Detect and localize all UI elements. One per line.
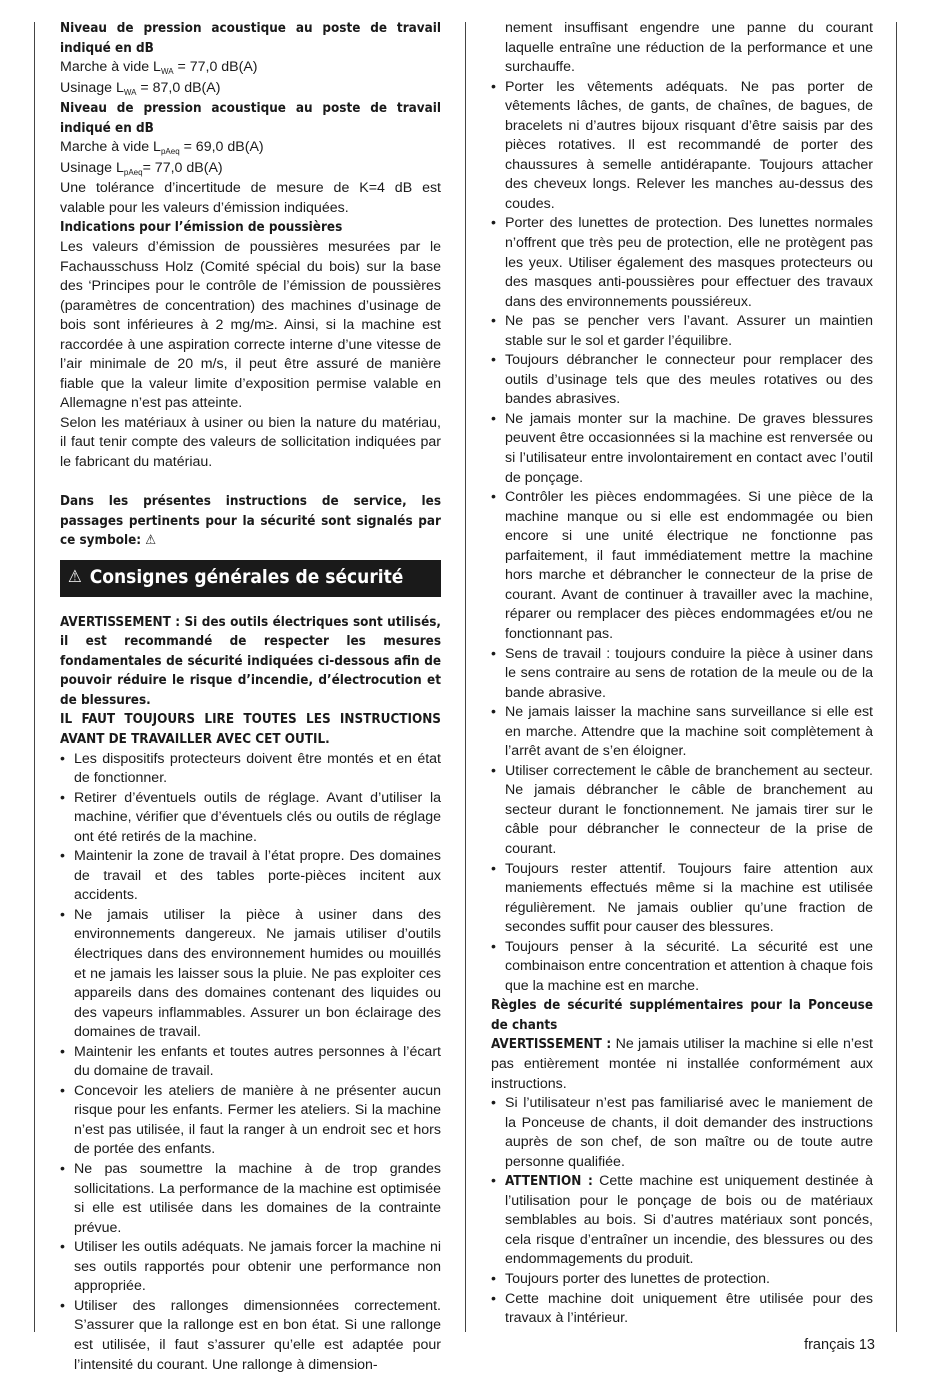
list-item: • Cette machine doit uniquement être utilisée pour des travaux à l’intérieur. [491, 1290, 873, 1329]
list-item: • Maintenir les enfants et toutes autres personnes à l’écart du domaine de travail. [60, 1043, 441, 1082]
list-item: • Retirer d’éventuels outils de réglage. Avant d’utiliser la machine, vérifier que d’éventuels clés ou outils de réglage ont été retirés de la machine. [60, 789, 441, 848]
list-item: • Toujours rester attentif. Toujours faire attention aux maniements effectués même si la machine est utilisée régulièrement. Ne jamais oublier qu’une fraction de secondes suffit pour causer des blessures. [491, 860, 873, 938]
idle-pressure-value: Marche à vide $L_{pAeq} = 69,0$ dB(A) [60, 139, 264, 157]
list-item: • ATTENTION : Cette machine est uniquement destinée à l’utilisation pour le ponçage de bois ou de matériaux semblables au bois. Si d’autres matériaux sont poncés, cela risque d’entraîner un incendie, des blessures ou des endommagements du produit. [491, 1172, 873, 1270]
sound-pressure-heading-2: Niveau de pression acoustique au poste de travail indiqué en dB [60, 101, 441, 136]
left-margin-rule [34, 22, 35, 1332]
list-item: • Ne pas soumettre la machine à de trop grandes sollicitations. La performance de la machine est optimisée si elle est utilisée dans les domaines de la contrainte prévue. [60, 1160, 441, 1238]
list-item: • Si l’utilisateur n’est pas familiarisé avec le maniement de la Ponceuse de chants, il doit demander des instructions auprès de son chef, de son maître ou de toute autre personne qualifiée. [491, 1094, 873, 1172]
right-margin-rule [896, 22, 897, 1332]
idle-sound-value: Marche à vide $L_{WA} = 77,0$ dB(A) [60, 59, 258, 77]
list-item: • Utiliser correctement le câble de branchement au secteur. Ne jamais débrancher le câble de branchement au secteur durant le fonctionnement. Ne jamais tirer sur le câble pour débrancher le connecteur de la prise de courant. [491, 762, 873, 860]
list-item: • Les dispositifs protecteurs doivent être montés et en état de fonctionner. [60, 750, 441, 789]
left-safety-list [60, 750, 441, 1376]
machining-pressure-value: Usinage $L_{pAeq}= 77,0$ dB(A) [60, 159, 223, 177]
attention-label: ATTENTION : [505, 1174, 593, 1190]
continuation-text: nement insuffisant engendre une panne du courant laquelle entraîne une réduction de la performance et une surchauffe. [505, 20, 873, 76]
list-item: • Porter les vêtements adéquats. Ne pas porter de vêtements lâches, de gants, de chaînes, de bagues, de bracelets ni d’autres bijoux risquant d’être saisis par des pièces rotatives. Il est recommandé de porter des chaussures à semelle antidérapante. Toujours attacher des cheveux longs. Relever les manches au-dessus des coudes. [491, 78, 873, 215]
dust-emission-heading: Indications pour l’émission de poussières [60, 220, 343, 236]
right-column [491, 19, 873, 1329]
list-item: • Ne jamais utiliser la pièce à usiner dans des environnements dangereux. Ne jamais utiliser d’outils électriques dans des environnement humides ou mouillés et ne jamais les laisser sous la pluie. Ne pas exploiter ces appareils dans des domaines contenant des liquides ou des vapeurs inflammables. Assurer un bon éclairage des domaines de travail. [60, 906, 441, 1043]
column-divider-rule [465, 22, 466, 1332]
list-item: • Utiliser des rallonges dimensionnées correctement. S’assurer que la rallonge est en bon état. Si une rallonge est utilisée, il faut s’assurer qu’elle est adaptée pour l’intensité du courant. Une rallonge à dimension- [60, 1297, 441, 1375]
safety-symbol-note: Dans les présentes instructions de service, les passages pertinents pour la sécurité sont signalés par ce symbole: ⚠ [60, 494, 441, 549]
list-item: • Toujours penser à la sécurité. La sécurité est une combinaison entre concentration et attention à chaque fois que la machine est en marche. [491, 938, 873, 997]
list-item: • Ne jamais monter sur la machine. De graves blessures peuvent être occasionnées si la machine est renversée ou si l’utilisateur entre involontairement en contact avec l’outil de ponçage. [491, 410, 873, 488]
list-item: • Ne pas se pencher vers l’avant. Assurer un maintien stable sur le sol et garder l’équilibre. [491, 312, 873, 351]
list-item: • Concevoir les ateliers de manière à ne présenter aucun risque pour les enfants. Fermer les ateliers. Si la machine n’est pas utilisée, il faut la ranger à un endroit sec et hors de portée des enfants. [60, 1082, 441, 1160]
section-title: Consignes générales de sécurité [89, 566, 404, 589]
materials-text: Selon les matériaux à usiner ou bien la nature du matériau, il faut tenir compte des valeurs de sollicitation indiquées par le fabricant du matériau. [60, 414, 441, 471]
page-number: 13 [858, 1337, 875, 1353]
footer-language: français [804, 1337, 855, 1353]
tolerance-text: Une tolérance d’incertitude de mesure de K=4 dB est valable pour les valeurs d’émission indiquées. [60, 180, 441, 216]
additional-rules-heading: Règles de sécurité supplémentaires pour la Ponceuse de chants [491, 998, 873, 1033]
page-footer [804, 1337, 875, 1353]
list-item: • Utiliser les outils adéquats. Ne jamais forcer la machine ni ses outils rapportés pour obtenir une performance non appropriée. [60, 1238, 441, 1297]
list-item: • Toujours débrancher le connecteur pour remplacer des outils d’usinage tels que des meules rotatives ou des bandes abrasives. [491, 351, 873, 410]
list-item: • Porter des lunettes de protection. Des lunettes normales n’offrent que très peu de protection, elle ne protègent pas les yeux. Utiliser également des masques protecteurs ou des masques anti-poussières pour effectuer des travaux dans des environnements poussiéreux. [491, 214, 873, 312]
warning-triangle-icon: ⚠ [68, 567, 82, 588]
sound-pressure-heading-1: Niveau de pression acoustique au poste de travail indiqué en dB [60, 21, 441, 56]
dust-emission-text: Les valeurs d’émission de poussières mesurées par le Fachausschuss Holz (Comité spécial du bois) sur la base des ‘Principes pour le contrôle de l’émission de poussières (paramètres de concentration) des machines d’usinage de bois sont inférieures à 2 mg/m≥. Ainsi, si la machine est raccordée à une aspiration correcte interne d’une vitesse de l’air minimale de 20 m/s, il peut être assuré de manière fiable que la valeur limite d’exposition permise valable en Allemagne n’est pas atteinte. [60, 239, 441, 412]
read-instructions-text: IL FAUT TOUJOURS LIRE TOUTES LES INSTRUCTIONS AVANT DE TRAVAILLER AVEC CET OUTIL. [60, 712, 441, 747]
machining-sound-value: Usinage $L_{WA} = 87,0$ dB(A) [60, 79, 221, 97]
section-banner [60, 560, 441, 597]
additional-rules-list [491, 1094, 873, 1329]
list-item: • Maintenir la zone de travail à l’état propre. Des domaines de travail et des tables porte-pièces incitent aux accidents. [60, 847, 441, 906]
list-item: • Contrôler les pièces endommagées. Si une pièce de la machine manque ou si elle est endommagée ou bien encore si une unité électrique ne fonctionne pas parfaitement, il faut immédiatement mettre la machine hors marche et débrancher le connecteur de la prise de courant. Avant de continuer à travailler avec la machine, réparer ou remplacer des pièces endommagées et/ou ne fonctionnant pas. [491, 488, 873, 644]
general-warning-text: AVERTISSEMENT : Si des outils électriques sont utilisés, il est recommandé de respecter les mesures fondamentales de sécurité indiquées ci-dessous afin de pouvoir réduire le risque d’incendie, d’électrocution et de blessures. [60, 614, 441, 708]
list-item: • Sens de travail : toujours conduire la pièce à usiner dans le sens contraire au sens de rotation de la meule ou de la bande abrasive. [491, 645, 873, 704]
right-safety-list [491, 78, 873, 997]
left-column [60, 19, 441, 1375]
list-item: • Toujours porter des lunettes de protection. [491, 1270, 873, 1290]
warning-paragraph: AVERTISSEMENT : Ne jamais utiliser la machine si elle n’est pas entièrement montée ni installée conformément aux instructions. [491, 1036, 873, 1092]
warning-label: AVERTISSEMENT : [491, 1037, 612, 1053]
list-item: • Ne jamais laisser la machine sans surveillance si elle est en marche. Attendre que la machine soit complètement à l’arrêt avant de s’en éloigner. [491, 703, 873, 762]
